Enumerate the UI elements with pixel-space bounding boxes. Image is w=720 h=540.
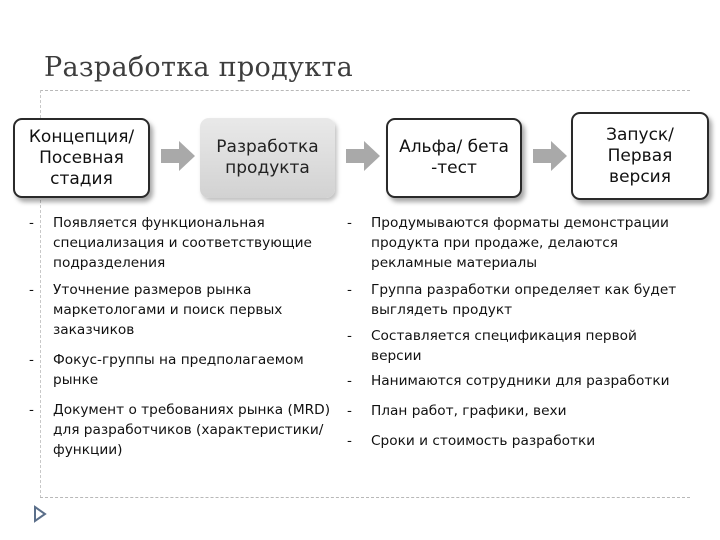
right-arrow-icon [161, 141, 195, 171]
dash-marker: - [347, 403, 352, 419]
stage-launch [571, 112, 709, 200]
right-arrow-icon [533, 141, 567, 171]
stage-alpha-beta-label: Альфа/ бета -тест [399, 137, 509, 178]
dash-marker: - [347, 328, 352, 344]
right-arrow-icon [346, 141, 380, 171]
list-item-text: Нанимаются сотрудники для разработки [371, 373, 670, 389]
list-item [347, 326, 691, 366]
list-item-text: Фокус-группы на предполагаемом рынке [53, 352, 304, 388]
dash-marker: - [29, 402, 34, 418]
list-item-text: План работ, графики, вехи [371, 403, 567, 419]
slide-title: Разработка продукта [44, 52, 354, 83]
title-divider [40, 90, 690, 91]
list-item [29, 213, 353, 273]
stage-development-label: Разработка продукта [216, 137, 319, 178]
dash-marker: - [347, 433, 352, 449]
dash-marker: - [347, 282, 352, 298]
stage-development [200, 118, 335, 198]
list-item-text: Группа разработки определяет как будет выглядеть продукт [371, 282, 677, 318]
list-item-text: Сроки и стоимость разработки [371, 433, 596, 449]
stage-launch-label: Запуск/ Первая версия [606, 124, 674, 187]
list-item [29, 400, 353, 460]
dash-marker: - [29, 215, 34, 231]
dash-marker: - [347, 215, 352, 231]
list-item [347, 371, 691, 391]
list-item-text: Составляется спецификация первой версии [371, 328, 637, 364]
stage-concept-label: Концепция/ Посевная стадия [28, 126, 135, 189]
bottom-divider [40, 497, 690, 498]
list-item [347, 431, 691, 451]
list-item-text: Продумываются форматы демонстрации продукта при продаже, делаются рекламные материалы [371, 215, 669, 271]
list-item-text: Уточнение размеров рынка маркетологами и поиск первых заказчиков [53, 282, 283, 338]
list-item [29, 350, 353, 390]
stage-concept [13, 118, 150, 198]
dash-marker: - [29, 352, 34, 368]
list-item [347, 401, 691, 421]
list-item-text: Документ о требованиях рынка (MRD) для разработчиков (характеристики/функции) [53, 402, 331, 458]
list-item [347, 280, 691, 320]
dash-marker: - [347, 373, 352, 389]
left-bullet-list [29, 213, 353, 470]
list-item [347, 213, 691, 273]
stage-alpha-beta [386, 118, 522, 198]
list-item-text: Появляется функциональная специализация и соответствующие подразделения [53, 215, 312, 271]
dash-marker: - [29, 282, 34, 298]
list-item [29, 280, 353, 340]
right-bullet-list [347, 213, 691, 461]
bullet-triangle-icon [32, 504, 48, 524]
